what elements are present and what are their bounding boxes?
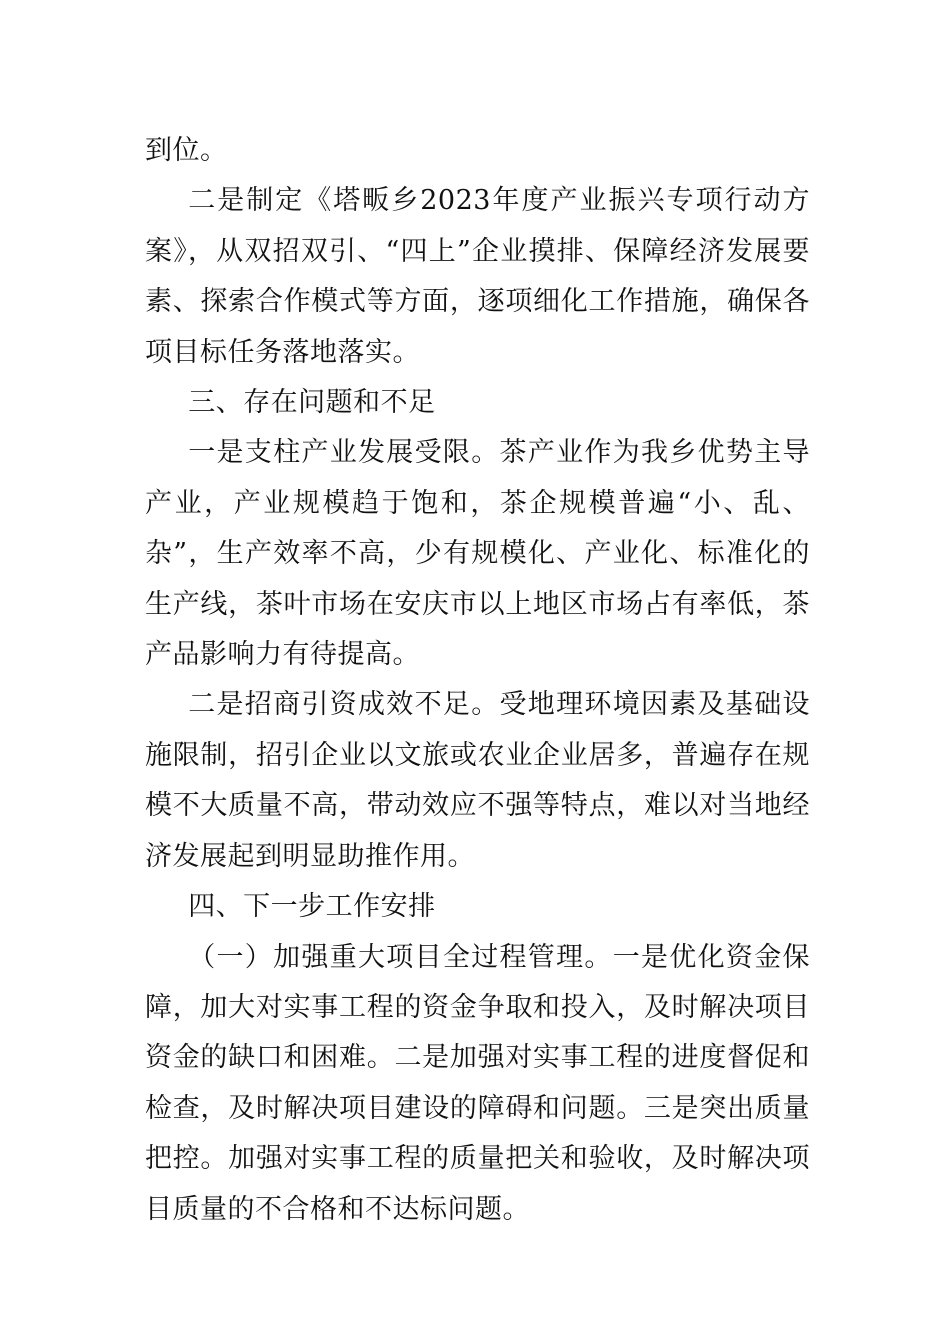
document-body — [145, 126, 810, 1235]
section-heading-problems: 三、存在问题和不足 — [188, 387, 436, 419]
paragraph-pillar-industry: 一是支柱产业发展受限。茶产业作为我乡优势主导产业，产业规模趋于饱和，茶企规模普遍“小、乱、杂”，生产效率不高，少有规模化、产业化、标准化的生产线，茶叶市场在安庆市以上地区市场占有率低，茶产品影响力有待提高。 — [145, 437, 810, 671]
paragraph-project-management: （一）加强重大项目全过程管理。一是优化资金保障，加大对实事工程的资金争取和投入，及时解决项目资金的缺口和困难。二是加强对实事工程的进度督促和检查，及时解决项目建设的障碍和问题。三是突出质量把控。加强对实事工程的质量把关和验收，及时解决项目质量的不合格和不达标问题。 — [145, 941, 810, 1225]
paragraph-continuation: 到位。 — [145, 135, 228, 166]
section-heading-next-steps: 四、下一步工作安排 — [188, 891, 436, 923]
paragraph-investment: 二是招商引资成效不足。受地理环境因素及基础设施限制，招引企业以文旅或农业企业居多，普遍存在规模不大质量不高，带动效应不强等特点，难以对当地经济发展起到明显助推作用。 — [145, 689, 810, 872]
paragraph-action-plan: 二是制定《塔畈乡2023年度产业振兴专项行动方案》，从双招双引、“四上”企业摸排、保障经济发展要素、探索合作模式等方面，逐项细化工作措施，确保各项目标任务落地落实。 — [145, 185, 810, 368]
